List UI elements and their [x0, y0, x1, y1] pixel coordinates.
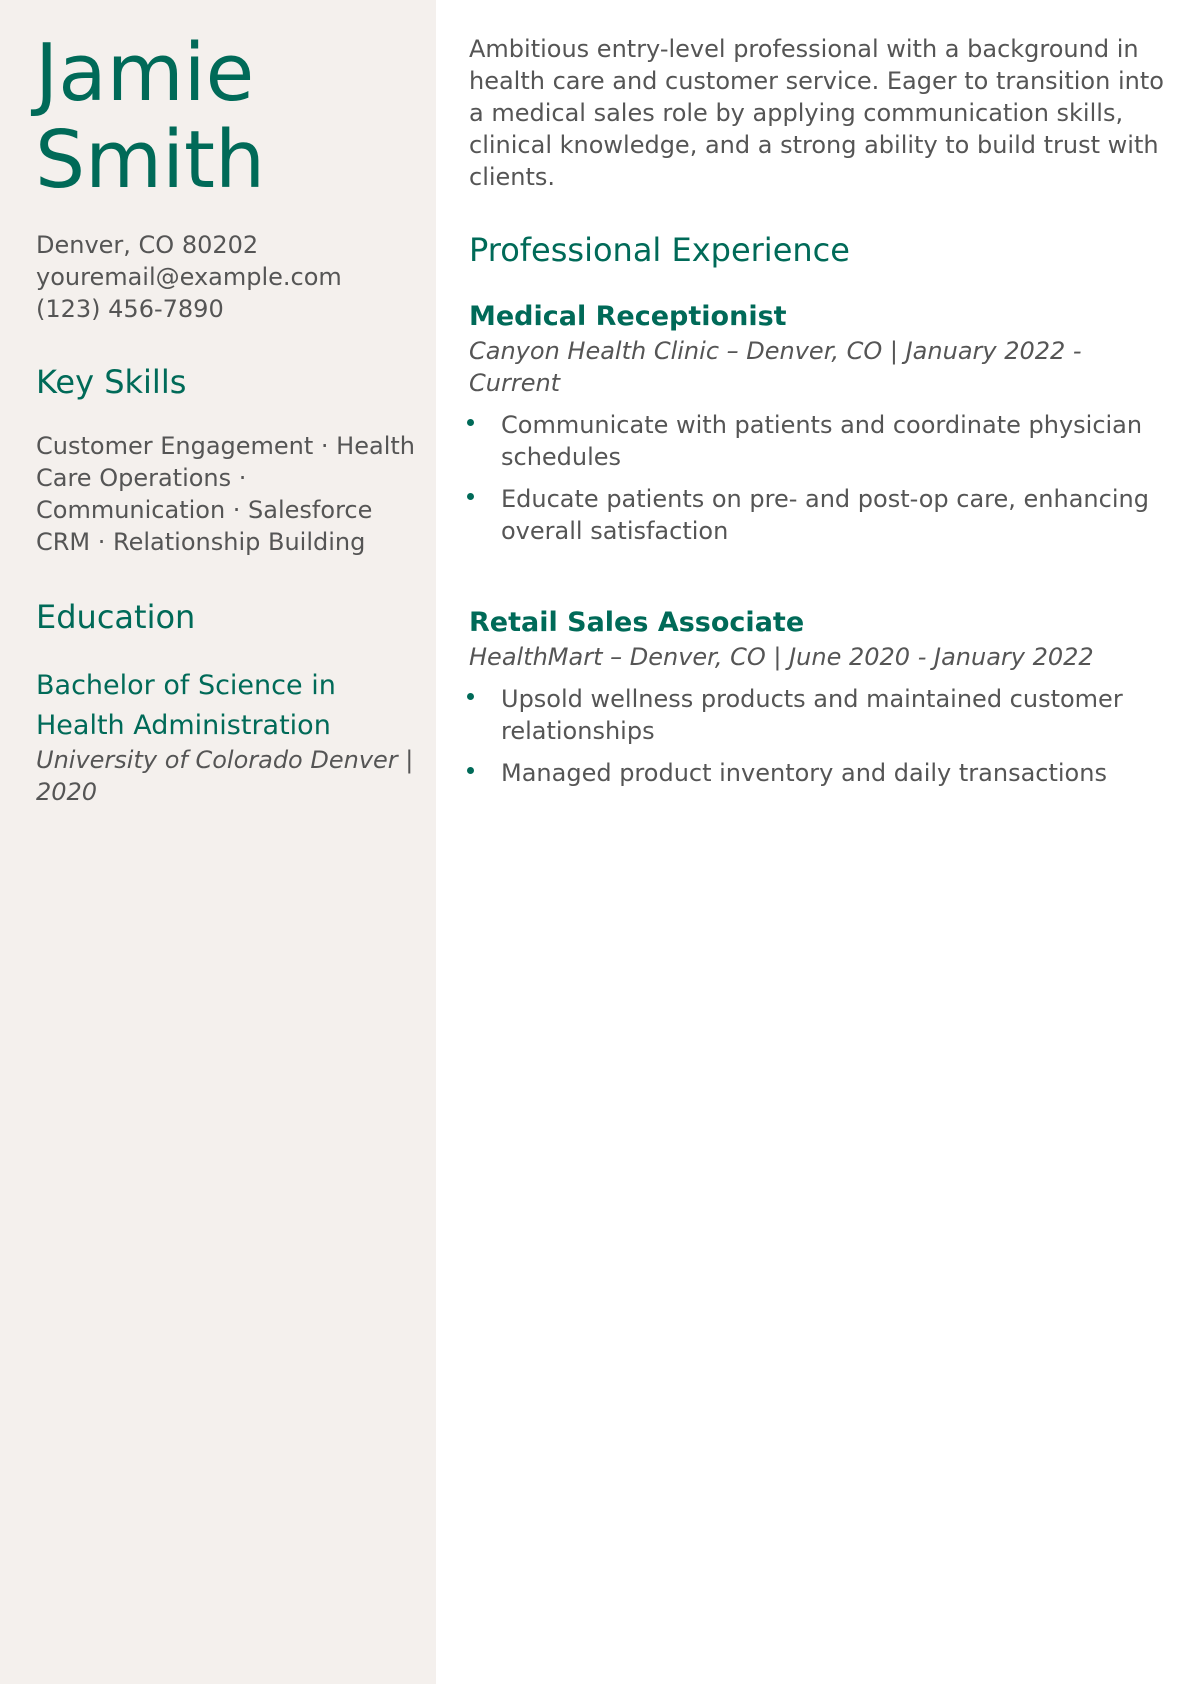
- contact-phone[interactable]: (123) 456-7890: [36, 295, 224, 323]
- contact-info: [36, 229, 342, 325]
- job-meta: HealthMart – Denver, CO | June 2020 - January 2022: [469, 643, 1094, 671]
- bullet-icon: [467, 493, 474, 500]
- skills-heading: Key Skills: [36, 363, 187, 401]
- sidebar: [0, 0, 436, 1684]
- education-school: University of Colorado Denver | 2020: [36, 746, 414, 806]
- candidate-name: [35, 27, 266, 206]
- education-degree: Bachelor of Science in Health Administration: [36, 670, 336, 741]
- job-title: Medical Receptionist: [469, 301, 787, 332]
- contact-email[interactable]: youremail@example.com: [36, 263, 342, 291]
- first-name: Jamie: [35, 27, 255, 119]
- bullet-icon: [467, 419, 474, 426]
- skills-list: Customer Engagement · Health Care Operations · Communication · Salesforce CRM · Relationship Building: [36, 432, 415, 556]
- bullet-item: [469, 683, 1169, 747]
- bullet-item: [469, 409, 1169, 473]
- main-content: [436, 0, 1190, 1684]
- education-heading: Education: [36, 598, 196, 636]
- job-meta: Canyon Health Clinic – Denver, CO | January 2022 - Current: [469, 337, 1082, 397]
- bullet-text: Educate patients on pre- and post-op care, enhancing overall satisfaction: [501, 485, 1149, 545]
- job-title: Retail Sales Associate: [469, 607, 805, 638]
- job-bullets: [469, 409, 1169, 547]
- professional-summary: Ambitious entry-level professional with a background in health care and customer service. Eager to transition into a medical sales role by applying communication skills, clinical knowledge, and a strong ability to build trust with clients.: [469, 35, 1164, 191]
- job-entry: [469, 605, 1169, 799]
- job-entry: [469, 299, 1169, 557]
- bullet-text: Communicate with patients and coordinate physician schedules: [501, 411, 1143, 471]
- contact-location: Denver, CO 80202: [36, 231, 259, 259]
- experience-heading: Professional Experience: [469, 231, 850, 269]
- bullet-icon: [467, 693, 474, 700]
- bullet-text: Managed product inventory and daily transactions: [501, 759, 1107, 787]
- bullet-item: [469, 757, 1169, 789]
- job-bullets: [469, 683, 1169, 789]
- bullet-icon: [467, 767, 474, 774]
- bullet-text: Upsold wellness products and maintained customer relationships: [501, 685, 1123, 745]
- bullet-item: [469, 483, 1169, 547]
- last-name: Smith: [35, 114, 266, 206]
